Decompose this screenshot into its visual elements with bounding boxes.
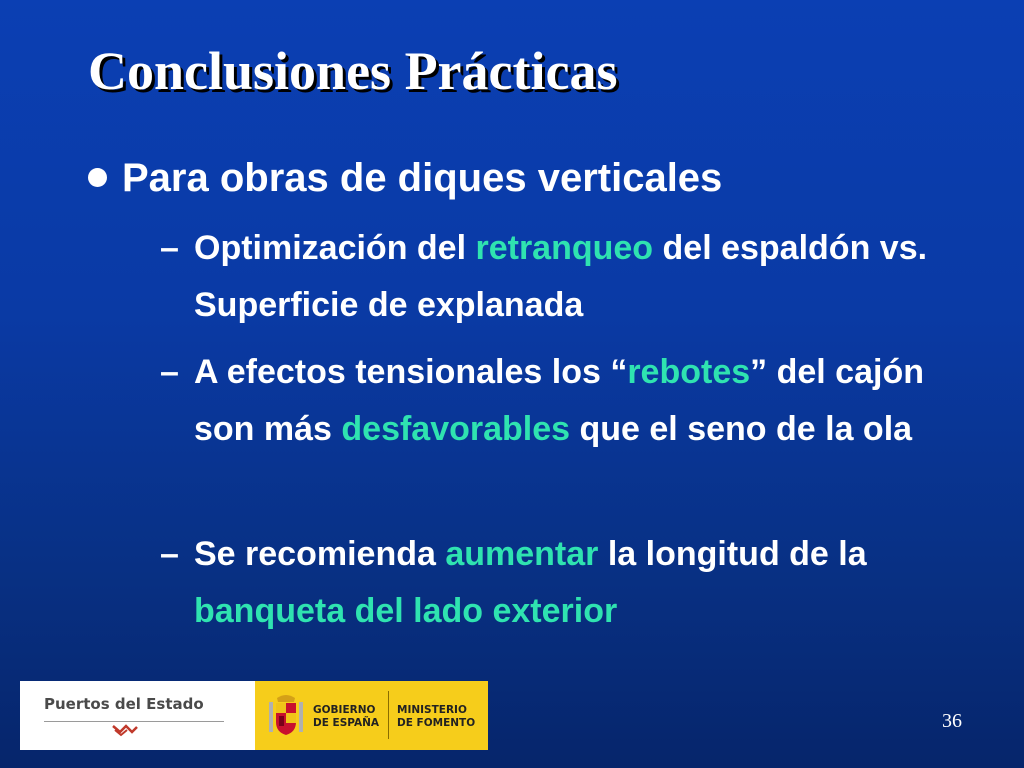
highlight-text: banqueta del lado exterior: [194, 592, 618, 630]
sub-bullet-2: [160, 344, 960, 458]
bullet-dot-icon: [88, 168, 107, 187]
puertos-logo-text: Puertos del Estado: [44, 695, 204, 713]
gobierno-text: GOBIERNO DE ESPAÑA: [313, 704, 380, 729]
coat-of-arms-icon: [267, 692, 305, 738]
dash-icon: –: [160, 535, 179, 573]
sub-bullet-text: Se recomienda aumentar la longitud de la banqueta del lado exterior: [194, 535, 867, 630]
slide-title: Conclusiones Prácticas: [88, 41, 618, 101]
puertos-mark-icon: [112, 723, 138, 737]
logo-separator: [388, 691, 389, 739]
main-bullet: [88, 150, 722, 206]
puertos-del-estado-logo: [20, 681, 255, 750]
sub-bullet-text: A efectos tensionales los “rebotes” del cajón son más desfavorables que el seno de la ola: [194, 353, 924, 448]
gobierno-ministerio-logo: [255, 681, 488, 750]
page-number: 36: [942, 710, 962, 732]
highlight-text: rebotes: [627, 353, 751, 391]
highlight-text: retranqueo: [475, 229, 654, 267]
highlight-text: aumentar: [445, 535, 599, 573]
sub-bullet-1: [160, 220, 960, 334]
dash-icon: –: [160, 353, 179, 391]
ministerio-text: MINISTERIO DE FOMENTO: [397, 704, 476, 729]
footer-logos: [20, 681, 488, 750]
highlight-text: desfavorables: [341, 410, 571, 448]
logo-divider: [44, 721, 224, 722]
sub-bullet-text: Optimización del retranqueo del espaldón vs. Superficie de explanada: [194, 229, 928, 324]
main-bullet-text: Para obras de diques verticales: [122, 156, 723, 200]
sub-bullet-3: [160, 526, 960, 640]
dash-icon: –: [160, 229, 179, 267]
